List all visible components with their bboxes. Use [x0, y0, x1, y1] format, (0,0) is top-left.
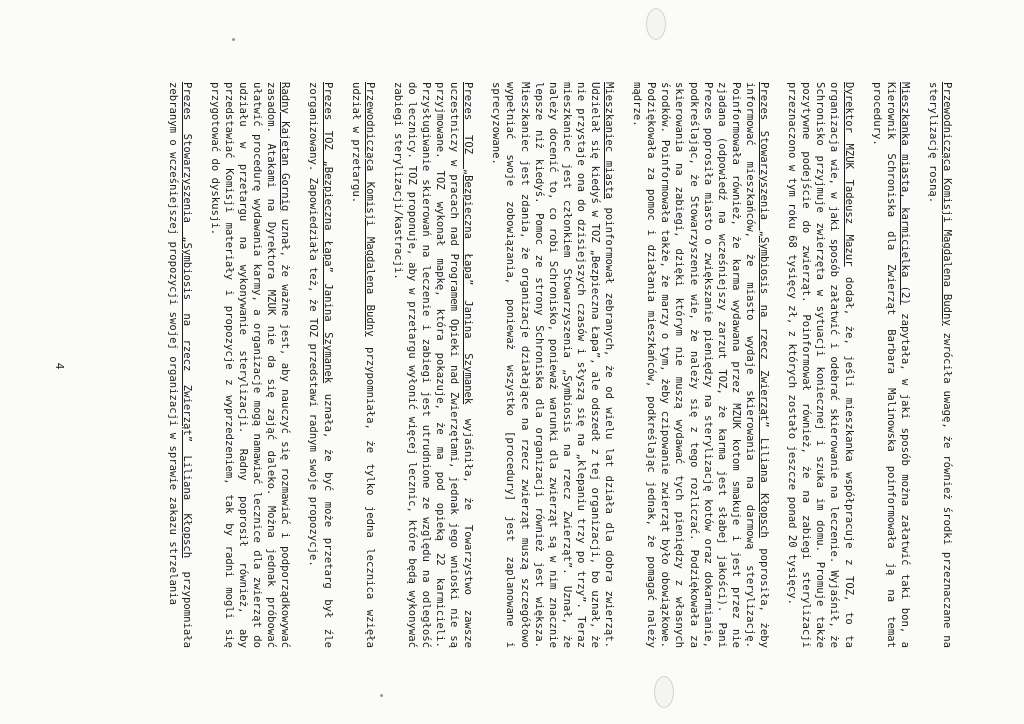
speaker-name: Prezes TOZ „Bezpieczna Łapa” Janina Szymanek: [321, 82, 334, 384]
paragraph: [166, 82, 194, 648]
speaker-name: Radny Kajetan Gornig: [279, 82, 292, 212]
paragraph: [306, 82, 334, 648]
paragraph-text: zapytała, w jaki sposób można załatwić taki bon, a Kierownik Schroniska dla Zwierząt Barbara Malinowska poinformowała ją na temat procedury.: [870, 82, 911, 648]
paragraph: [208, 82, 293, 648]
paragraph-text: wyjaśniła, że Towarzystwo zawsze uczestniczy w pracach nad Programem Opieki nad Zwierzętami, jednak jego wnioski nie są przyjmowane. TOZ wykonał mapkę, która pokazuje, że ma pod opieką 22 karmicieli. Przysługiwanie skierowań na leczenie i zabiegi jest utrudnione ze względu na odległość do lecznicy. TOZ proponuje, aby w przetargu wyłonić więcej lecznic, które będą wykonywać zabiegi sterylizacji/kastracji.: [391, 82, 475, 648]
paragraph: [489, 82, 616, 648]
speaker-name: Przewodnicząca Komisji Magdalena Budny: [941, 82, 953, 326]
speaker-name: Prezes Stowarzyszenia „Symbiosis na rzecz Zwierząt” Liliana Kłopsch: [758, 82, 771, 538]
paragraph: [926, 82, 954, 648]
paragraph-text: dodał, że, jeśli mieszkanka współpracuje z TOZ, to ta organizacja wie, w jaki sposób załatwić i odebrać skierowanie na leczenie. Wyjaśnił, że Schronisko przyjmuje zwierzęta w sytuacji koniecznej i szuka im domu. Promuje także pozytywne podejście do zwierząt. Poinformował również, że na zabiegi sterylizacji przeznaczono w tym roku 68 tysięcy zł, z których zostało jeszcze ponad 20 tysięcy.: [786, 82, 855, 648]
paragraph-text: poprosiła, żeby informować mieszkańców, że miasto wydaje skierowania na darmową sterylizację. Poinformowała również, że karma wydawana przez MZUK kotom smakuje i jest przez nie zjadana (odpowiedź na wcześniejszy zarzut TOZ, że karma jest słabej jakości). Pani Prezes poprosiła miasto o zwiększanie pieniędzy na sterylizację kotów oraz dokarmianie, podkreślając, że Stowarzyszenie wie, że należy się z tego rozliczać. Podziękowała za skierowania na zabiegi, dzięki którym nie muszą wydawać tych pieniędzy z własnych środków. Poinformowała także, że marzy o tym, żeby czipowanie zwierząt było obowiązkowe. Podziękowała za pomoc i działania mieszkańców, podkreślając jednak, że pomagać należy mądrze.: [631, 82, 771, 648]
paragraph-text: poinformował zebranych, że od wielu lat działa dla dobra zwierząt. Udzielał się kiedyś w TOZ „Bezpieczna Łapa”, ale odszedł z tej organizacji, bo uznał, że nie przystaje ona do dzisiejszych czasów i słyszą się na „klepaniu trzy po trzy”. Teraz mieszkaniec jest członkiem Stowarzyszenia „Symbiosis na rzecz Zwierząt”. Uznał, że należy docenić to, co robi Schronisko, ponieważ warunki dla zwierząt są w nim znacznie lepsze niż kiedyś. Pomoc ze strony Schroniska dla organizacji również jest większa. Mieszkaniec jest zdania, że organizacje działające na rzecz zwierząt muszą szczegółowo wypełniać swoje zobowiązania, ponieważ wszystko [procedury] jest zaplanowane i sprecyzowane.: [490, 82, 616, 648]
paragraph-text: przypomniała zebranym o wcześniejszej propozycji swojej organizacji w sprawie zakazu strzelania: [166, 82, 193, 648]
paragraph-text: zwróciła uwagę, że również środki przeznaczane na sterylizację rosną.: [926, 82, 953, 648]
speaker-name: Mieszkaniec miasta: [603, 82, 616, 199]
document-body: [152, 82, 954, 648]
speaker-name: Prezes TOZ „Bezpieczna Łapa” Janina Szymanek: [462, 82, 475, 405]
speaker-name: Przewodnicząca Komisji Magdalena Budny: [363, 82, 376, 337]
paragraph: [870, 82, 912, 648]
paragraph-text: uznał, że ważne jest, aby nauczyć się rozmawiać i podporządkowywać zasadom. Atakami na Dyrektora MZUK nie da się zająć daleko. Można jednak próbować ułatwić procedurę wydawania karmy, a organizacje mogą namawiać lecznice dla zwierząt do udziału w przetargu na wykonywanie sterylizacji. Radny poprosił również, aby przedstawiać Komisji materiały i propozycje z wyprzedzeniem, tak by radni mogli się przygotować do dyskusji.: [208, 82, 292, 649]
paragraph-text: uznała, że być może przetarg był źle zorganizowany. Zapowiedziała też, że TOZ przedstawi radnym swoje propozycje.: [307, 82, 334, 648]
paragraph: [785, 82, 855, 648]
paragraph: [391, 82, 476, 648]
speaker-name: Mieszkanka miasta, karmicielka (2): [898, 82, 911, 305]
paragraph: [349, 82, 377, 648]
speaker-name: Prezes Stowarzyszenia „Symbiosis na rzecz Zwierząt” Liliana Kłopsch: [180, 82, 193, 559]
page-number: 4: [53, 362, 66, 370]
speaker-name: Dyrektor MZUK Tadeusz Mazur: [842, 82, 855, 267]
paragraph: [630, 82, 771, 648]
paragraph-text: przypomniała, że tylko jedna lecznica wzięła udział w przetargu.: [349, 82, 376, 648]
